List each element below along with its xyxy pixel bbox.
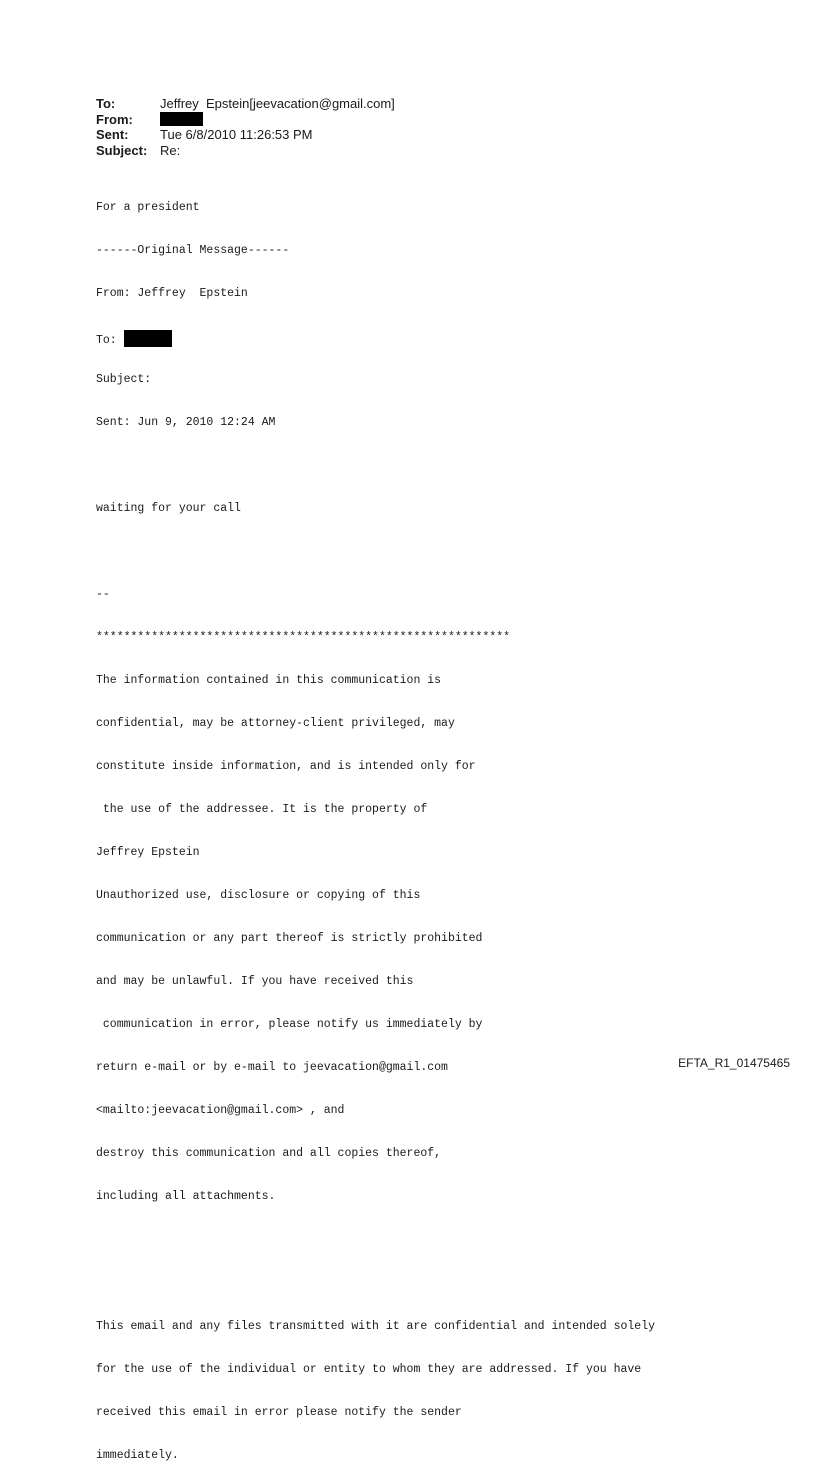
sent-label: Sent: [96,127,129,142]
disclaimer-line: Jeffrey Epstein [96,846,200,860]
subject-value: Re: [160,142,181,158]
redaction-box [160,112,203,126]
disclaimer-line: and may be unlawful. If you have received this [96,975,414,989]
disclaimer-line: communication in error, please notify us immediately by [96,1018,483,1032]
signature-dashes: -- [96,587,110,601]
reply-text: For a president [96,200,200,214]
disclaimer-line: confidential, may be attorney-client privileged, may [96,717,455,731]
header-sent-row [96,127,395,143]
disclaimer-line: The information contained in this communication is [96,674,442,688]
from-label: From: [96,111,133,127]
confidentiality-line: for the use of the individual or entity to whom they are addressed. If you have [96,1362,642,1376]
disclaimer-line: communication or any part thereof is strictly prohibited [96,932,483,946]
original-to-label: To: [96,333,124,347]
confidentiality-line: This email and any files transmitted with it are confidential and intended solely [96,1319,655,1333]
to-label: To: [96,96,116,111]
disclaimer-line: destroy this communication and all copies thereof, [96,1147,442,1161]
original-sent: Sent: Jun 9, 2010 12:24 AM [96,415,276,429]
spacer [96,1233,655,1247]
header-subject-row [96,143,395,159]
sent-value: Tue 6/8/2010 11:26:53 PM [160,127,313,142]
redaction-box [124,330,172,347]
subject-label: Subject: [96,142,148,158]
original-separator: ------Original Message------ [96,243,290,257]
document-id: EFTA_R1_01475465 [678,1056,790,1070]
spacer [96,1276,655,1290]
disclaimer-line: including all attachments. [96,1190,276,1204]
spacer [96,545,655,559]
disclaimer-line: Unauthorized use, disclosure or copying of this [96,889,421,903]
email-header [96,96,395,158]
disclaimer-line: return e-mail or by e-mail to jeevacation@gmail.com [96,1061,448,1075]
original-subject: Subject: [96,372,152,386]
confidentiality-line: immediately. [96,1448,179,1462]
header-from-row [96,112,395,128]
original-from: From: Jeffrey Epstein [96,286,248,300]
disclaimer-line: <mailto:jeevacation@gmail.com> , and [96,1104,345,1118]
spacer [96,459,655,473]
disclaimer-line: the use of the addressee. It is the property of [96,803,428,817]
confidentiality-line: received this email in error please notify the sender [96,1405,462,1419]
header-to-row [96,96,395,112]
to-value: Jeffrey Epstein[jeevacation@gmail.com] [160,96,395,111]
disclaimer-stars: ************************************************************ [96,631,511,644]
original-message: waiting for your call [96,501,241,515]
email-body [96,172,655,1477]
original-to-row [96,330,655,347]
disclaimer-line: constitute inside information, and is intended only for [96,760,476,774]
